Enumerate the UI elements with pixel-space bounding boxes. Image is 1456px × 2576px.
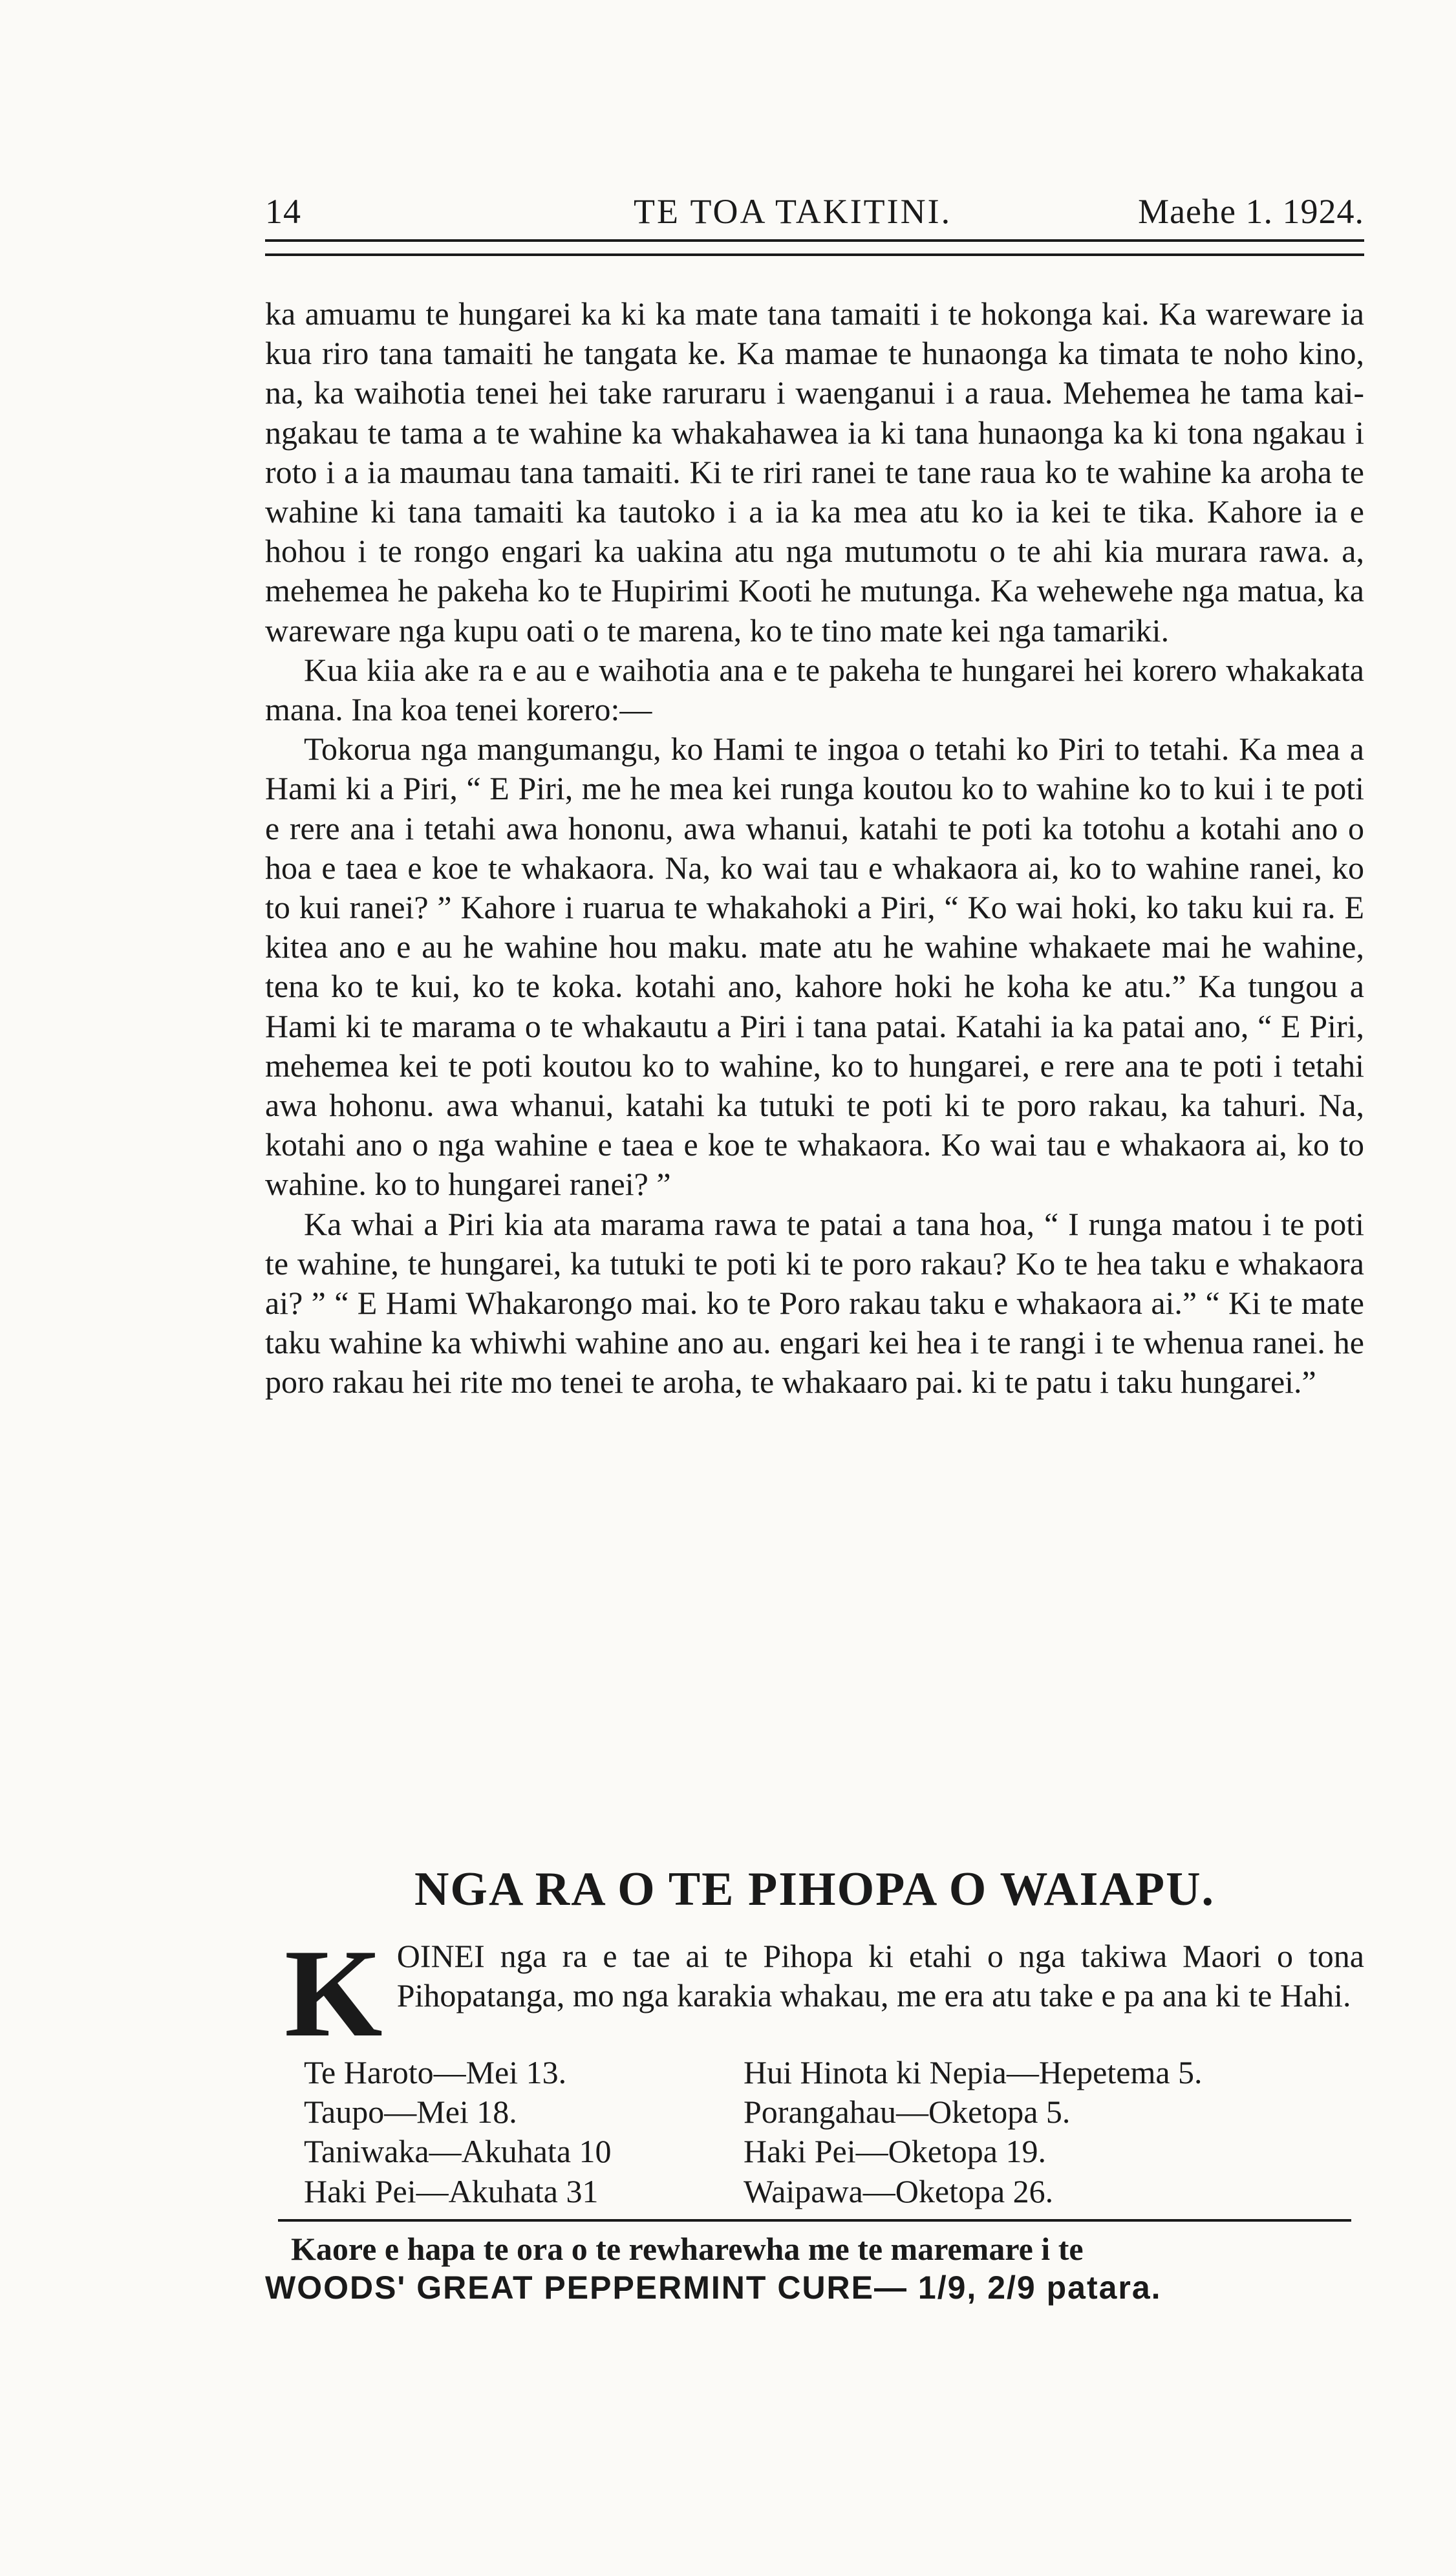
article-paragraph: Ka whai a Piri kia ata marama rawa te patai a tana hoa, “ I runga matou i te poti te wahine, te hungarei, ka tutuki te poti ki te poro rakau? Ko te hea taku e whakaora ai? ” “ E Hami Whakarongo mai. ko te Poro rakau taku e whakaora ai.” “ Ki te mate taku wahine ka whiwhi wahine ano au. engari kei hea i te rangi i te whenua ranei. he poro rakau hei rite mo tenei te aroha, te whakaaro pai. ki te patu i taku hungarei.” [265,1205,1364,1401]
schedule-entry: Hui Hinota ki Nepia—Hepetema 5. [744,2054,1203,2090]
page-header [265,191,1364,243]
article-body [265,294,1364,1402]
notice-block [265,1924,1364,2063]
article-paragraph: ka amuamu te hungarei ka ki ka mate tana tamaiti i te hokonga kai. Ka wareware ia kua riro tana tamaiti he tangata ke. Ka mamae te hunaonga ka timata te noho kino, na, ka waihotia tenei hei take raruraru i waenganui i a raua. Mehemea he tama kai-ngakau te tama a te wahine ka whakahawea ia ki tana hunaonga ka ki tona ngakau i roto i a ia maumau tana tamaiti. Ki te riri ranei te tane raua ko te wahine ka aroha te wahine ki tana tamaiti ka tautoko i a ia ka mea atu ko ia kei te tika. Kahore ia e hohou i te rongo engari ka uakina atu nga mutumotu o te ahi kia murara rawa. a, mehemea he pakeha ko te Hupirimi Kooti he mutunga. Ka wehewehe nga matua, ka wareware nga kupu oati o te marena, ko te tino mate kei nga tamariki. [265,295,1364,649]
schedule-entry: Taupo—Mei 18. [304,2094,517,2131]
visit-schedule [304,2053,1364,2211]
schedule-entry: Te Haroto—Mei 13. [304,2054,567,2090]
drop-cap: K [284,1924,383,2063]
advert-line: Kaore e hapa te ora o te rewharewha me te maremare i te [291,2231,1084,2267]
schedule-row [304,2172,1364,2211]
schedule-row [304,2053,1364,2092]
advert-line: WOODS' GREAT PEPPERMINT CURE— 1/9, 2/9 patara. [265,2270,1162,2306]
page-number: 14 [265,192,301,231]
schedule-entry: Waipawa—Oketopa 26. [744,2173,1054,2209]
schedule-entry: Haki Pei—Oketopa 19. [744,2133,1046,2170]
advert-divider [278,2219,1351,2222]
schedule-row [304,2132,1364,2171]
issue-date: Maehe 1. 1924. [1138,192,1364,231]
advertisement [265,2229,1364,2307]
schedule-entry: Taniwaka—Akuhata 10 [304,2133,612,2170]
notice-text: OINEI nga ra e tae ai te Pihopa ki etahi o nga takiwa Maori o tona Pihopatanga, mo nga karakia whakau, me era atu take e pa ana ki te Hahi. [396,1938,1364,2014]
article-paragraph: Kua kiia ake ra e au e waihotia ana e te pakeha te hungarei hei korero whakakata mana. Ina koa tenei korero:— [265,651,1364,728]
schedule-entry: Haki Pei—Akuhata 31 [304,2173,599,2209]
schedule-row [304,2092,1364,2132]
notice-heading: NGA RA O TE PIHOPA O WAIAPU. [414,1863,1215,1916]
header-double-rule [265,239,1364,256]
article-paragraph: Tokorua nga mangumangu, ko Hami te ingoa o tetahi ko Piri to tetahi. Ka mea a Hami ki a Piri, “ E Piri, me he mea kei runga koutou ko to wahine ko to kui i te poti e rere ana i tetahi awa hononu, awa whanui, katahi te poti ka totohu a kotahi ano o hoa e taea e koe te whakaora. Na, ko wai tau e whakaora ai, ko to wahine ranei, ko to kui ranei? ” Kahore i ruarua te whakahoki a Piri, “ Ko wai hoki, ko taku kui ra. E kitea ano e au he wahine hou maku. mate atu he wahine whakaete mai he wahine, tena ko te kui, ko te koka. kotahi ano, kahore hoki he koha ke atu.” Ka tungou a Hami ki te marama o te whakautu a Piri i tana patai. Katahi ia ka patai ano, “ E Piri, mehemea kei te poti koutou ko to wahine, ko to hungarei, e rere ana te poti i tetahi awa hohonu. awa whanui, katahi ka tutuki te poti ki te poro rakau, ka tahuri. Na, kotahi ano o nga wahine e taea e koe te whakaora. Ko wai tau e whakaora ai, ko to wahine. ko to hungarei ranei? ” [265,731,1364,1203]
schedule-entry: Porangahau—Oketopa 5. [744,2094,1071,2131]
publication-title: TE TOA TAKITINI. [634,192,952,231]
